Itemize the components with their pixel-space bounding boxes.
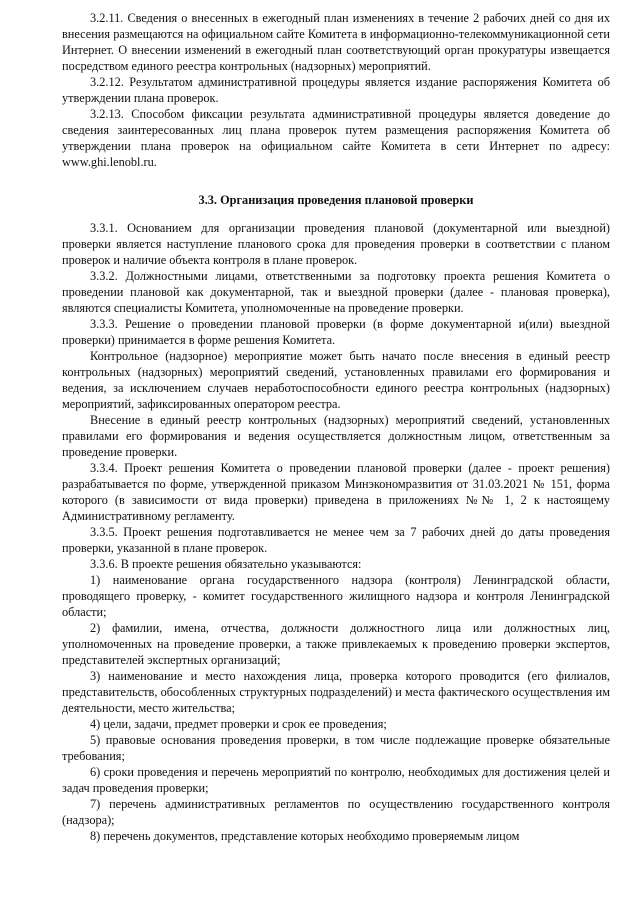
list-item-2: 2) фамилии, имена, отчества, должности должностного лица или должностных лиц, уполномоченных на проведение проверки, а также привлекаемых к проведению проверки экспертов, представителей экспертных организаций; <box>62 621 610 667</box>
document-page <box>62 10 610 844</box>
list-item-4: 4) цели, задачи, предмет проверки и срок ее проведения; <box>90 717 387 731</box>
paragraph-registry-entry: Внесение в единый реестр контрольных (надзорных) мероприятий сведений, установленных правилами его формирования и ведения осуществляется должностным лицом, ответственным за проведение проверки. <box>62 413 610 459</box>
paragraph-3-3-3: 3.3.3. Решение о проведении плановой проверки (в форме документарной и(или) выездной проверки) принимается в форме решения Комитета. <box>62 317 610 347</box>
paragraph-3-3-6: 3.3.6. В проекте решения обязательно указываются: <box>90 557 362 571</box>
paragraph-control-event-start: Контрольное (надзорное) мероприятие может быть начато после внесения в единый реестр контрольных (надзорных) мероприятий сведений, установленных правилами его формирования и ведения, за исключением случаев неработоспособности единого реестра контрольных (надзорных) мероприятий, зафиксированных оператором реестра. <box>62 349 610 411</box>
list-item-5: 5) правовые основания проведения проверки, в том числе подлежащие проверке обязательные требования; <box>62 733 610 763</box>
list-item-7: 7) перечень административных регламентов по осуществлению государственного контроля (надзора); <box>62 797 610 827</box>
section-heading-3-3: 3.3. Организация проведения плановой проверки <box>198 193 474 207</box>
paragraph-3-2-11: 3.2.11. Сведения о внесенных в ежегодный план изменениях в течение 2 рабочих дней со дня их внесения размещаются на официальном сайте Комитета в информационно-телекоммуникационной сети Интернет. О внесении изменений в ежегодный план соответствующий орган прокуратуры извещается посредством единого реестра контрольных (надзорных) мероприятий. <box>62 11 610 73</box>
list-item-1: 1) наименование органа государственного надзора (контроля) Ленинградской области, проводящего проверку, - комитет государственного жилищного надзора и контроля Ленинградской области; <box>62 573 610 619</box>
paragraph-3-3-5: 3.3.5. Проект решения подготавливается не менее чем за 7 рабочих дней до даты проведения проверки, указанной в плане проверок. <box>62 525 610 555</box>
paragraph-3-3-4: 3.3.4. Проект решения Комитета о проведении плановой проверки (далее - проект решения) разрабатывается по форме, утвержденной приказом Минэкономразвития от 31.03.2021 № 151, форма которого (в зависимости от вида проверки) приведена в приложениях №№ 1, 2 к настоящему Административному регламенту. <box>62 461 610 523</box>
paragraph-3-3-2: 3.3.2. Должностными лицами, ответственными за подготовку проекта решения Комитета о проведении плановой как документарной, так и выездной проверки (далее - плановая проверка), являются специалисты Комитета, уполномоченные на проведение проверки. <box>62 269 610 315</box>
list-item-8: 8) перечень документов, представление которых необходимо проверяемым лицом <box>90 829 520 843</box>
paragraph-3-3-1: 3.3.1. Основанием для организации проведения плановой (документарной или выездной) проверки является наступление планового срока для проведения проверки в соответствии с планом проверок и наличие объекта контроля в плане проверок. <box>62 221 610 267</box>
list-item-6: 6) сроки проведения и перечень мероприятий по контролю, необходимых для достижения целей и задач проведения проверки; <box>62 765 610 795</box>
paragraph-3-2-12: 3.2.12. Результатом административной процедуры является издание распоряжения Комитета об утверждении плана проверок. <box>62 75 610 105</box>
list-item-3: 3) наименование и место нахождения лица, проверка которого проводится (его филиалов, представительств, обособленных структурных подразделений) и места фактического осуществления им деятельности, место жительства; <box>62 669 610 715</box>
paragraph-3-2-13: 3.2.13. Способом фиксации результата административной процедуры является доведение до сведения заинтересованных лиц плана проверок путем размещения распоряжения Комитета об утверждении плана проверок на официальном сайте Комитета в сети Интернет по адресу: www.ghi.lenobl.ru. <box>62 107 610 169</box>
